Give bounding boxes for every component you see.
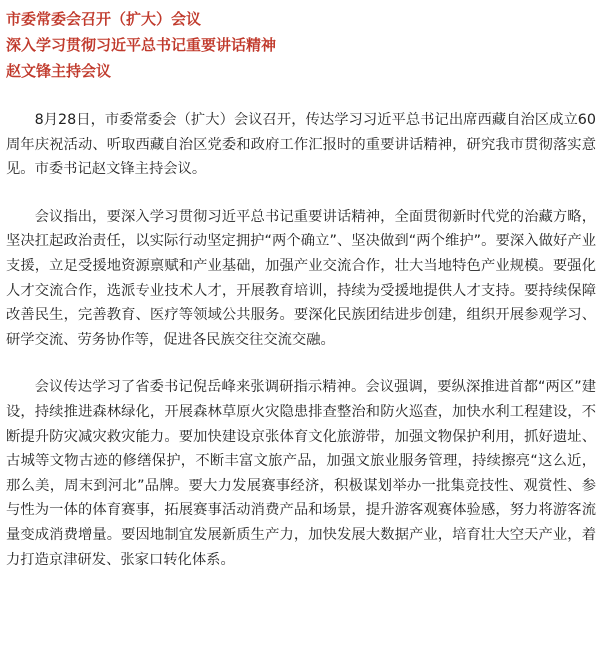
paragraph-2: 会议指出，要深入学习贯彻习近平总书记重要讲话精神，全面贯彻新时代党的治藏方略，坚决扛起政治责任，以实际行动坚定拥护“两个确立”、坚决做到“两个维护”。要深入做好产业支援，立足受援地资源禀赋和产业基础，加强产业交流合作，壮大当地特色产业规模。要强化人才交流合作，选派专业技术人才，开展教育培训，持续为受援地提供人才支持。要持续保障改善民生，完善教育、医疗等领域公共服务。要深化民族团结进步创建，组织开展参观学习、研学交流、劳务协作等，促进各民族交往交流交融。 <box>6 208 596 348</box>
headline-line-1: 市委常委会召开（扩大）会议 <box>6 10 202 28</box>
headline-line-3: 赵文锋主持会议 <box>6 62 112 80</box>
paragraph-1: 8月28日，市委常委会（扩大）会议召开，传达学习习近平总书记出席西藏自治区成立60周年庆祝活动、听取西藏自治区党委和政府工作汇报时的重要讲话精神，研究我市贯彻落实意见。市委书记赵文锋主持会议。 <box>6 112 596 178</box>
article-body <box>6 108 596 595</box>
article-headline <box>6 6 594 84</box>
paragraph-3: 会议传达学习了省委书记倪岳峰来张调研指示精神。会议强调，要纵深推进首都“两区”建设，持续推进森林绿化，开展森林草原火灾隐患排查整治和防火巡查，加快水利工程建设，不断提升防灾减灾救灾能力。要加快建设京张体育文化旅游带，加强文物保护利用，抓好遗址、古城等文物古迹的修缮保护，不断丰富文旅产品，加强文旅业服务管理，持续擦亮“这么近，那么美，周末到河北”品牌。要大力发展赛事经济，积极谋划举办一批集竞技性、观赏性、参与性为一体的体育赛事，拓展赛事活动消费产品和场景，提升游客观赛体验感，努力将游客流量变成消费增量。要因地制宜发展新质生产力，加快发展大数据产业，培育壮大空天产业，着力打造京津研发、张家口转化体系。 <box>6 379 596 568</box>
headline-line-2: 深入学习贯彻习近平总书记重要讲话精神 <box>6 36 277 54</box>
